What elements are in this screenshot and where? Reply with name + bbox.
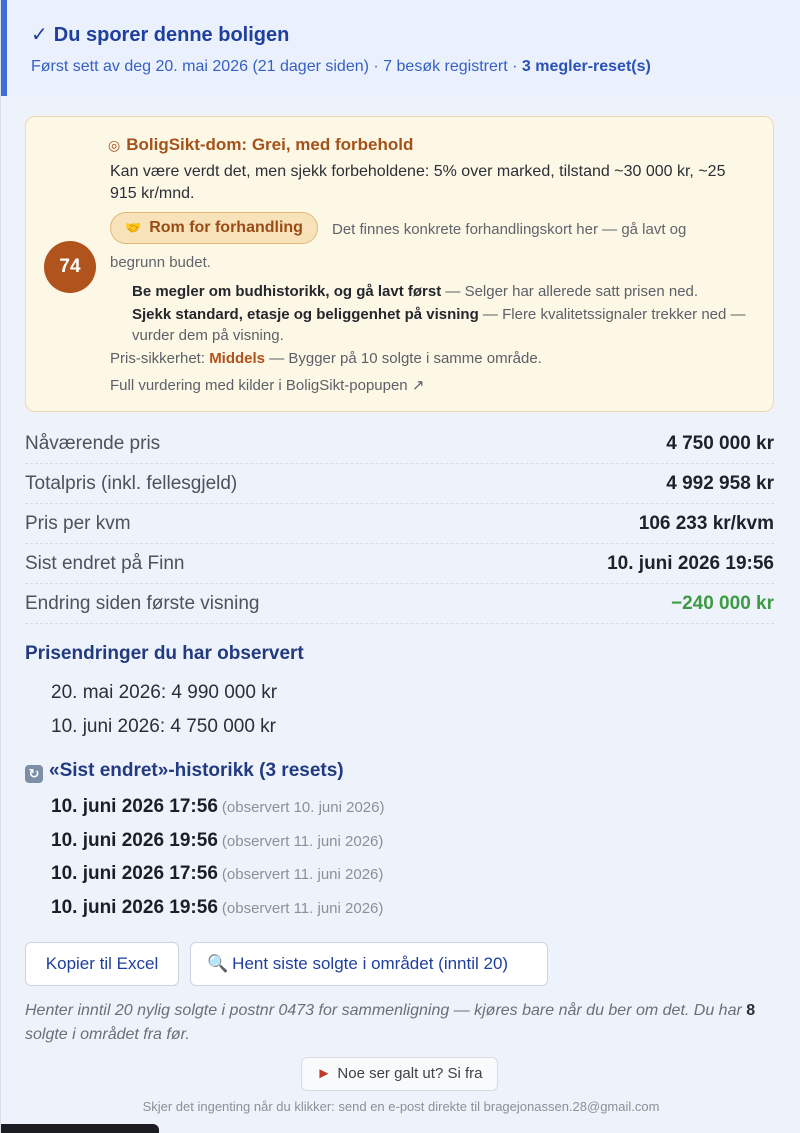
list-item: 10. juni 2026 17:56 (observert 11. juni 2026): [51, 863, 384, 884]
tracking-subtitle: Først sett av deg 20. mai 2026 (21 dager siden) · 7 besøk registrert · 3 megler-reset(s): [31, 58, 651, 75]
footer-text: Skjer det ingenting når du klikker: send en e-post direkte til bragejonassen.28@gmail.com: [142, 1099, 660, 1114]
verdict-card: [25, 116, 774, 412]
price-row: Endring siden første visning −240 000 kr: [25, 584, 774, 624]
verdict-title: ◎ BoligSikt-dom: Grei, med forbehold: [108, 135, 414, 154]
history-list: [51, 796, 384, 930]
price-certainty: Pris-sikkerhet: Middels — Bygger på 10 solgte i samme område.: [110, 350, 542, 367]
pill-description: Det finnes konkrete forhandlingskort her — gå lavt og: [332, 221, 687, 238]
price-row: Pris per kvm 106 233 kr/kvm: [25, 504, 774, 544]
tracking-title: ✓ Du sporer denne boligen: [31, 24, 290, 46]
pill-description-cont: begrunn budet.: [110, 254, 211, 271]
price-row: Sist endret på Finn 10. juni 2026 19:56: [25, 544, 774, 584]
list-item: 10. juni 2026: 4 750 000 kr: [51, 716, 277, 737]
copy-to-excel-button[interactable]: Kopier til Excel: [25, 942, 179, 986]
score-badge: 74: [44, 241, 96, 293]
list-item: 10. juni 2026 19:56 (observert 11. juni 2026): [51, 896, 384, 918]
history-title: ↻ «Sist endret»-historikk (3 resets): [25, 760, 344, 783]
price-row: Totalpris (inkl. fellesgjeld) 4 992 958 kr: [25, 464, 774, 504]
price-row: Nåværende pris 4 750 000 kr: [25, 424, 774, 464]
price-table: [25, 424, 774, 624]
advice-item: Be megler om budhistorikk, og gå lavt først — Selger har allerede satt prisen ned.: [132, 283, 699, 300]
advice-item: Sjekk standard, etasje og beliggenhet på visning — Flere kvalitetssignaler trekker ned — vurder dem på visning.: [132, 306, 746, 344]
full-assessment-link[interactable]: Full vurdering med kilder i BoligSikt-popupen ↗: [110, 377, 425, 394]
search-icon: 🔍: [207, 954, 229, 973]
fetch-note: Henter inntil 20 nylig solgte i postnr 0473 for sammenligning — kjøres bare når du ber om det. Du har 8 solgte i området fra før.: [25, 1002, 756, 1043]
observed-changes-title: Prisendringer du har observert: [25, 643, 304, 664]
handshake-icon: 🤝: [125, 220, 142, 235]
check-icon: ✓: [31, 24, 48, 46]
list-item: 10. juni 2026 17:56 (observert 10. juni 2026): [51, 796, 385, 817]
verdict-summary: Kan være verdt det, men sjekk forbeholdene: 5% over marked, tilstand ~30 000 kr, ~25 915 kr/mnd.: [110, 163, 726, 202]
report-issue-button[interactable]: ► Noe ser galt ut? Si fra: [301, 1057, 498, 1091]
list-item: 10. juni 2026 19:56 (observert 11. juni 2026): [51, 829, 384, 851]
flag-icon: ►: [316, 1065, 332, 1082]
price-change-value: −240 000 kr: [670, 592, 774, 614]
refresh-icon: ↻: [25, 765, 43, 783]
negotiation-pill: 🤝 Rom for forhandling: [110, 212, 318, 244]
tracking-banner: [1, 0, 800, 96]
target-icon: ◎: [108, 137, 121, 153]
observed-changes-list: [51, 682, 277, 750]
status-tooltip: [1, 1124, 159, 1133]
fetch-sold-button[interactable]: 🔍 Hent siste solgte i området (inntil 20): [190, 942, 548, 986]
reset-count: 3 megler-reset(s): [521, 58, 651, 75]
list-item: 20. mai 2026: 4 990 000 kr: [51, 682, 278, 703]
